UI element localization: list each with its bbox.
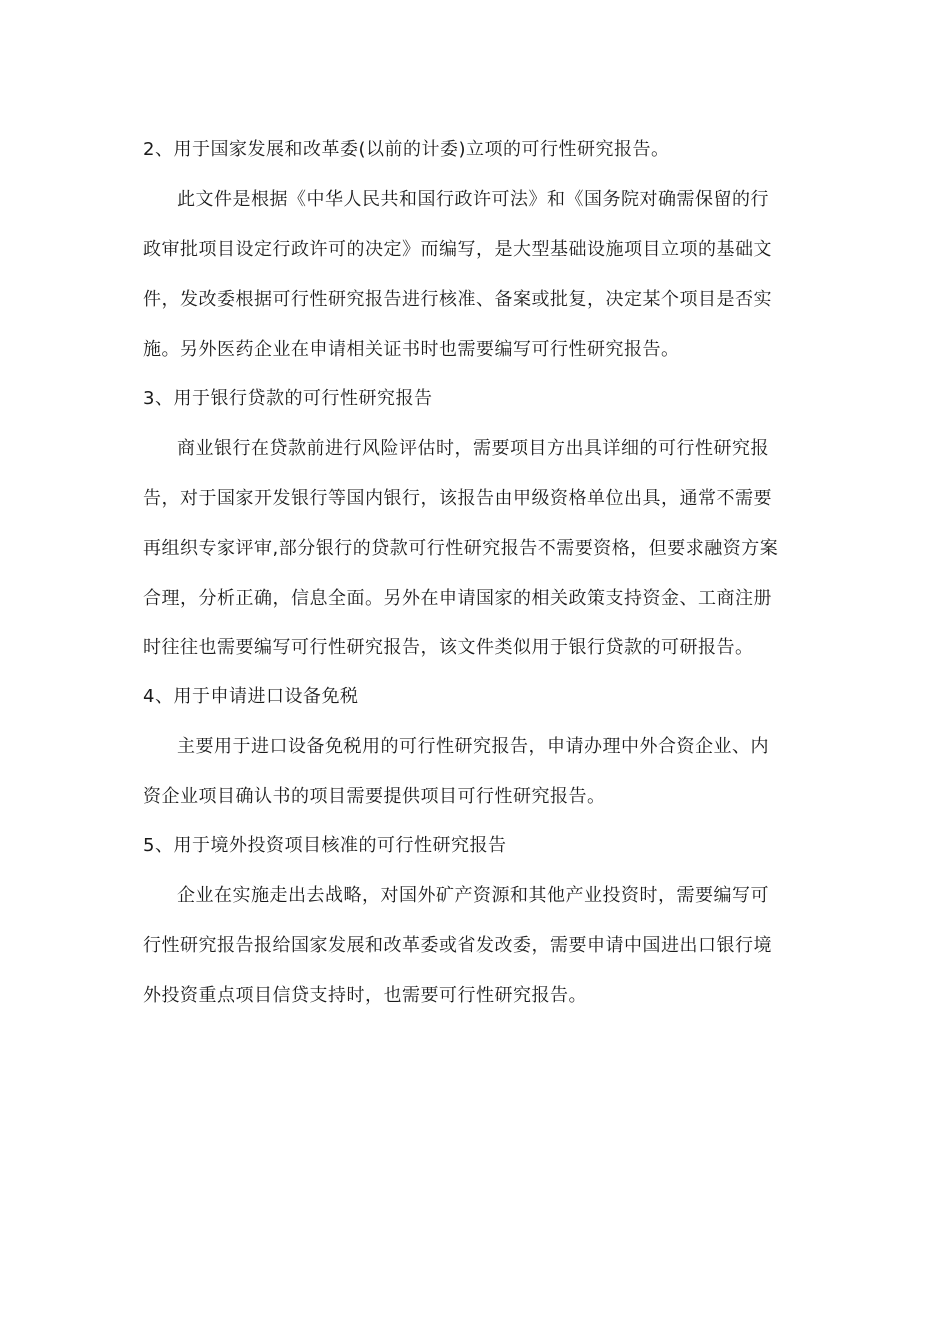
paragraph-line: 此文件是根据《中华人民共和国行政许可法》和《国务院对确需保留的行	[177, 189, 769, 210]
paragraph-line: 外投资重点项目信贷支持时，也需要可行性研究报告。	[143, 985, 587, 1006]
section-heading-5: 5、用于境外投资项目核准的可行性研究报告	[143, 835, 507, 856]
paragraph-line: 主要用于进口设备免税用的可行性研究报告，申请办理中外合资企业、内	[177, 736, 769, 757]
paragraph-line: 施。另外医药企业在申请相关证书时也需要编写可行性研究报告。	[143, 339, 680, 360]
paragraph-line: 政审批项目设定行政许可的决定》而编写，是大型基础设施项目立项的基础文	[143, 239, 772, 260]
paragraph-line: 企业在实施走出去战略，对国外矿产资源和其他产业投资时，需要编写可	[177, 885, 769, 906]
paragraph-line: 再组织专家评审,部分银行的贷款可行性研究报告不需要资格，但要求融资方案	[143, 538, 779, 559]
paragraph-line: 商业银行在贷款前进行风险评估时，需要项目方出具详细的可行性研究报	[177, 438, 769, 459]
paragraph-line: 资企业项目确认书的项目需要提供项目可行性研究报告。	[143, 786, 606, 807]
section-heading-2: 2、用于国家发展和改革委(以前的计委)立项的可行性研究报告。	[143, 139, 670, 160]
paragraph-line: 合理，分析正确，信息全面。另外在申请国家的相关政策支持资金、工商注册	[143, 588, 772, 609]
section-heading-3: 3、用于银行贷款的可行性研究报告	[143, 388, 433, 409]
section-heading-4: 4、用于申请进口设备免税	[143, 686, 359, 707]
paragraph-line: 告，对于国家开发银行等国内银行，该报告由甲级资格单位出具，通常不需要	[143, 488, 772, 509]
paragraph-line: 件，发改委根据可行性研究报告进行核准、备案或批复，决定某个项目是否实	[143, 289, 772, 310]
paragraph-line: 行性研究报告报给国家发展和改革委或省发改委，需要申请中国进出口银行境	[143, 935, 772, 956]
paragraph-line: 时往往也需要编写可行性研究报告，该文件类似用于银行贷款的可研报告。	[143, 637, 754, 658]
